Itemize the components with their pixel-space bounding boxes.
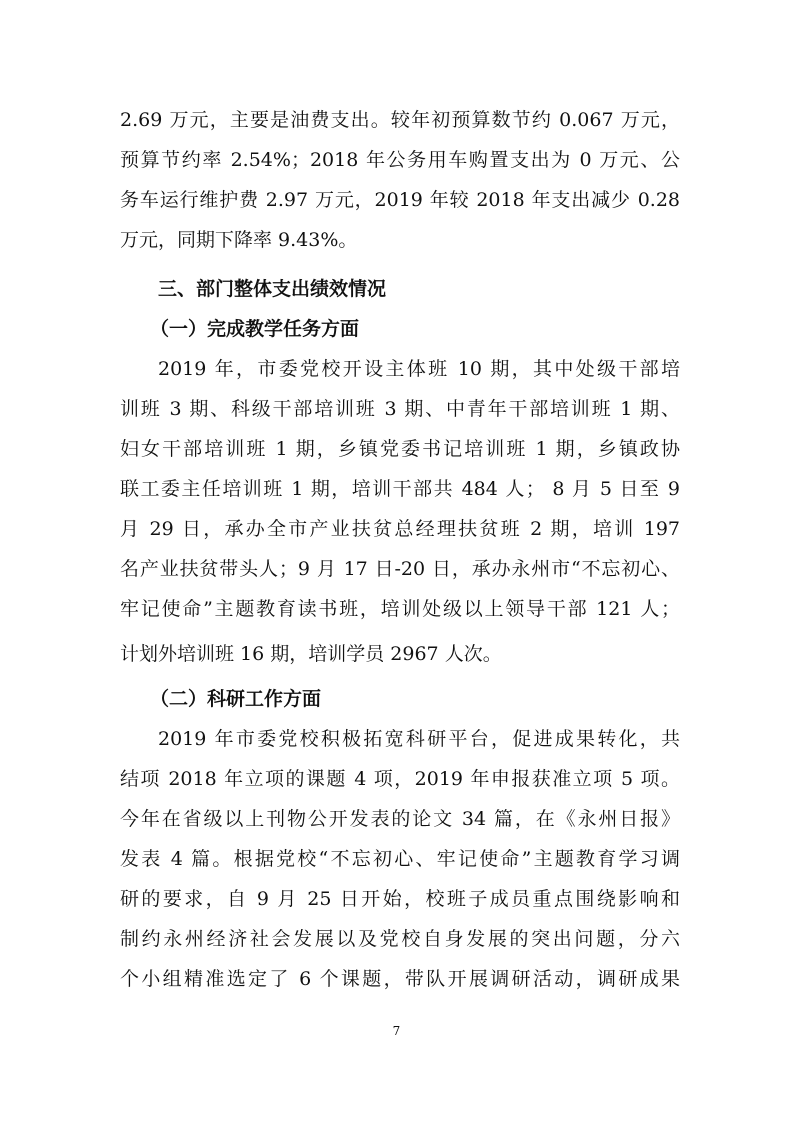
paragraph-line: 个小组精准选定了 6 个课题，带队开展调研活动，调研成果 (120, 968, 680, 990)
paragraph-line: 发表 4 篇。根据党校“不忘初心、牢记使命”主题教育学习调 (120, 848, 680, 870)
paragraph-line: 结项 2018 年立项的课题 4 项，2019 年申报获准立项 5 项。 (120, 768, 680, 790)
paragraph-line: 预算节约率 2.54%；2018 年公务用车购置支出为 0 万元、公 (120, 149, 680, 171)
paragraph-line: 2019 年，市委党校开设主体班 10 期，其中处级干部培 (158, 358, 680, 380)
paragraph-line: 2.69 万元，主要是油费支出。较年初预算数节约 0.067 万元， (120, 109, 680, 131)
subsection-heading: （二）科研工作方面 (150, 688, 322, 710)
paragraph-line: 今年在省级以上刊物公开发表的论文 34 篇，在《永州日报》 (120, 808, 680, 830)
paragraph-line: 2019 年市委党校积极拓宽科研平台，促进成果转化，共 (158, 728, 680, 750)
paragraph-line: 名产业扶贫带头人；9 月 17 日-20 日，承办永州市“不忘初心、 (120, 558, 680, 580)
paragraph-line: 联工委主任培训班 1 期，培训干部共 484 人； 8 月 5 日至 9 (120, 478, 680, 500)
paragraph-line: 万元，同期下降率 9.43%。 (120, 229, 358, 251)
subsection-heading: （一）完成教学任务方面 (150, 318, 360, 340)
paragraph-line: 计划外培训班 16 期，培训学员 2967 人次。 (120, 643, 502, 665)
paragraph-line: 牢记使命”主题教育读书班，培训处级以上领导干部 121 人； (120, 598, 680, 620)
section-heading: 三、部门整体支出绩效情况 (158, 278, 387, 300)
paragraph-line: 妇女干部培训班 1 期，乡镇党委书记培训班 1 期，乡镇政协 (120, 438, 680, 460)
paragraph-line: 训班 3 期、科级干部培训班 3 期、中青年干部培训班 1 期、 (120, 398, 680, 420)
paragraph-line: 制约永州经济社会发展以及党校自身发展的突出问题，分六 (120, 928, 680, 950)
paragraph-line: 务车运行维护费 2.97 万元，2019 年较 2018 年支出减少 0.28 (120, 189, 680, 211)
paragraph-line: 月 29 日，承办全市产业扶贫总经理扶贫班 2 期，培训 197 (120, 518, 680, 540)
page-number: 7 (392, 1024, 401, 1038)
paragraph-line: 研的要求，自 9 月 25 日开始，校班子成员重点围绕影响和 (120, 888, 680, 910)
